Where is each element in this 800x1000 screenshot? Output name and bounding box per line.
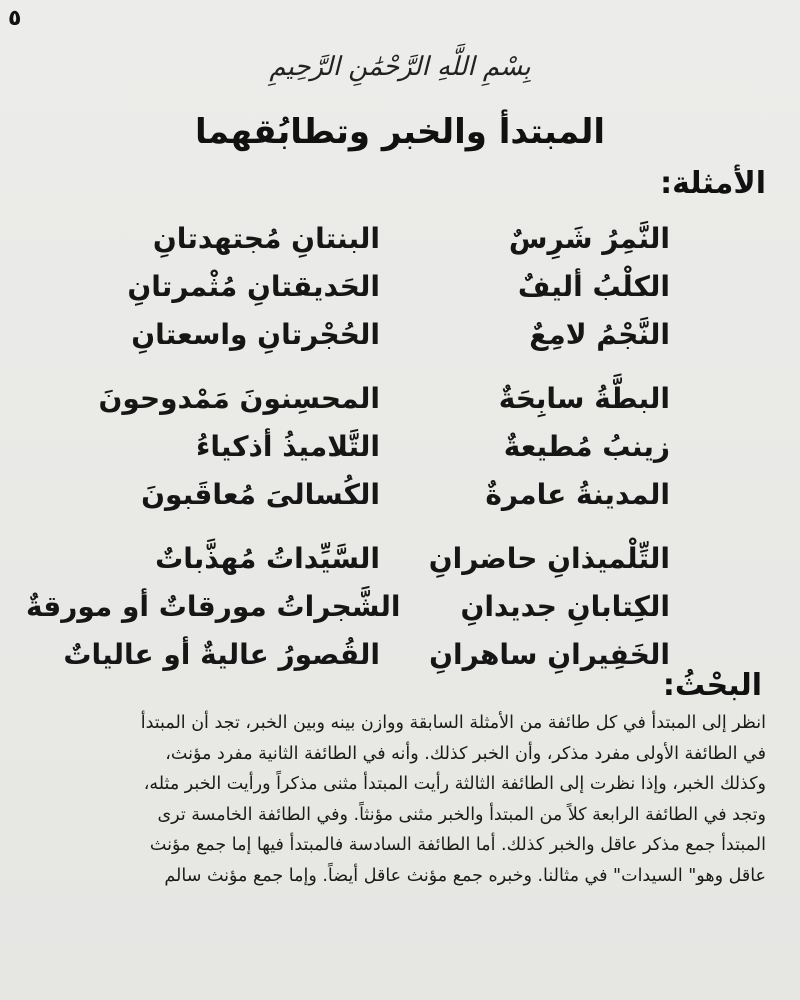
example-row (60, 262, 670, 310)
examples-heading: الأمثلة: (660, 166, 766, 201)
paragraph-line: عاقل وهو" السيدات" في مثالنا. وخبره جمع مؤنث عاقل أيضاً. وإما جمع مؤنث سالم (164, 865, 766, 886)
example-row (60, 534, 670, 582)
paragraph-line: وكذلك الخبر، وإذا نظرت إلى الطائفة الثالثة رأيت المبتدأ مثنى مذكراً ورأيت الخبر مثله، (143, 774, 766, 794)
example-singular: التِّلْميذانِ حاضرانِ (428, 541, 670, 575)
example-singular: النَّمِرُ شَرِسٌ (508, 221, 670, 255)
examples-list (25, 214, 670, 694)
example-singular: المدينةُ عامرةٌ (485, 477, 670, 511)
example-group-1 (60, 214, 670, 358)
discussion-paragraph (36, 708, 766, 891)
example-singular: البطَّةُ سابِحَةٌ (498, 381, 670, 415)
example-singular: النَّجْمُ لامِعٌ (529, 317, 670, 351)
example-row (60, 470, 670, 518)
example-row (60, 422, 670, 470)
basmala: بِسْمِ اللَّهِ الرَّحْمَٰنِ الرَّحِيمِ (269, 52, 531, 82)
paragraph-line: في الطائفة الأولى مفرد مذكر، وأن الخبر كذلك. وأنه في الطائفة الثانية مفرد مؤنث، (165, 743, 766, 764)
example-group-3 (25, 534, 670, 678)
example-singular: زينبُ مُطيعةٌ (503, 429, 670, 463)
page-number: ٥ (8, 6, 22, 31)
example-dual-plural: المحسِنونَ مَمْدوحونَ (98, 381, 380, 415)
lesson-title: المبتدأ والخبر وتطابُقهما (194, 112, 606, 152)
example-dual-plural: التَّلاميذُ أذكياءُ (196, 429, 380, 463)
example-dual-plural: السَّيِّداتُ مُهذَّباتٌ (155, 541, 380, 575)
example-row (60, 630, 670, 678)
example-singular: الخَفِيرانِ ساهرانِ (429, 637, 670, 671)
discussion-heading: البحْثُ: (662, 668, 762, 703)
example-row (60, 310, 670, 358)
example-singular: الكِتابانِ جديدانِ (460, 589, 670, 623)
example-dual-plural: الكُسالىَ مُعاقَبونَ (141, 477, 380, 511)
paragraph-line: المبتدأ جمع مذكر عاقل والخبر كذلك. أما الطائفة السادسة فالمبتدأ فيها إما جمع مؤنث (149, 835, 766, 855)
example-dual-plural: البنتانِ مُجتهدتانِ (152, 221, 380, 255)
example-dual-plural: الحَديقتانِ مُثْمرتانِ (127, 269, 380, 303)
paragraph-line: وتجد في الطائفة الرابعة كلاً من المبتدأ والخبر مثنى مؤنثاً. وفي الطائفة الخامسة ترى (157, 804, 766, 825)
example-row (25, 582, 670, 630)
example-row (60, 374, 670, 422)
example-dual-plural: الحُجْرتانِ واسعتانِ (131, 317, 380, 351)
example-dual-plural: الشَّجراتُ مورقاتٌ أو مورقةٌ (25, 589, 401, 623)
example-singular: الكلْبُ أليفٌ (517, 269, 670, 303)
example-row (60, 214, 670, 262)
example-dual-plural: القُصورُ عاليةٌ أو عالياتٌ (63, 637, 380, 671)
paragraph-line: انظر إلى المبتدأ في كل طائفة من الأمثلة السابقة ووازن بينه وبين الخبر، تجد أن المبتدأ (140, 713, 766, 733)
example-group-2 (60, 374, 670, 518)
